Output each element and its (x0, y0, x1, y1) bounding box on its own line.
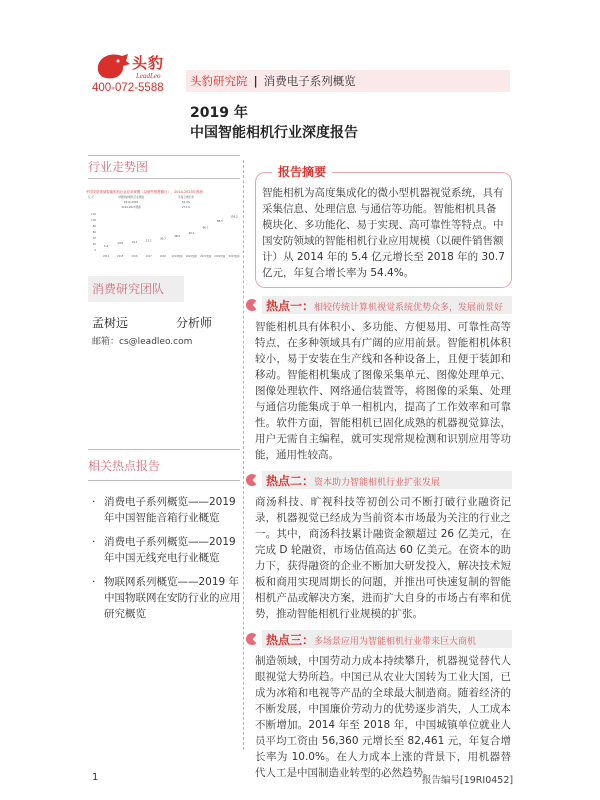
chart-annotation: 年复合增长率 (178, 196, 194, 199)
x-tick-label: 2014 (102, 255, 110, 258)
hotspot-subtitle: 资本助力智能相机行业扩张发展 (314, 478, 441, 488)
analyst-email[interactable]: 邮箱：cs@leadleo.com (92, 337, 193, 347)
right-column (255, 164, 512, 781)
hotspot-text: 智能相机具有体积小、多功能、方便易用、可靠性高等特点，在多种领域具有广阔的应用前景。智能相机体积较小，易于安装在生产线和各种设备上，且便于装卸和移动。智能相机集成了图像采集单元、图像处理单元、图像处理软件、网络通信装置等，将图像的采集、处理与通信功能集成于单一相机内，提高了工作效率和可靠性。软件方面，智能相机已固化成熟的机器视觉算法，用户无需自主编程，就可实现常规检测和识别应用等功能，通用性较高。 (255, 321, 511, 461)
report-year: 2019 年 (190, 105, 248, 121)
hotspot-label: 热点一： (266, 299, 315, 313)
y-tick-label: 60 (92, 231, 96, 234)
series-name: 消费电子系列概览 (263, 74, 356, 88)
y-axis-label: 亿元 (88, 195, 95, 199)
hotspot-header (246, 630, 512, 648)
chart-title: 中国安防领域智能相机行业应用规模（以硬件销售额计），2014-2023年预测 (86, 190, 203, 194)
x-tick-label: 2015 (117, 255, 124, 258)
related-report-link[interactable]: · 物联网系列概览——2019 年中国物联网在安防行业的应用研究概览 (88, 574, 242, 622)
divider (88, 178, 240, 179)
divider (88, 155, 240, 156)
trend-chart (86, 188, 238, 260)
summary-title: 报告摘要 (272, 164, 332, 180)
trend-title: 行业走势图 (88, 160, 149, 174)
org-name: 头豹研究院 (190, 74, 248, 88)
report-number: 报告编号[19RI0452] (422, 775, 514, 786)
y-tick-label: 100 (91, 219, 96, 222)
chart-annotation: 27.1% (181, 206, 191, 209)
x-tick-label: 2021预测 (200, 255, 211, 258)
related-report-list (88, 494, 242, 622)
data-label: 19.1 (131, 240, 138, 244)
data-label: 30.7 (159, 237, 166, 241)
column-divider (243, 160, 244, 750)
hotspot-header (246, 471, 512, 489)
hotspot-text: 商汤科技、旷视科技等初创公司不断打破行业融资记录，机器视觉已经成为当前资本市场最为关注的行业之一。其中，商汤科技累计融资金额超过 26 亿美元，在完成 D 轮融资，市场估值高达 60 亿美元。在资本的助力下，获得融资的企业不断加大研发投入，解决技术短板和商用实现周期长的问题，并推出可快速复制的智能相机产品或解决方案，进而扩大自身的市场占有率和优势，推动智能相机行业规模的扩张。 (255, 496, 511, 620)
data-label: 88.3 (216, 220, 223, 224)
logo-text-en: LeadLeo (136, 72, 161, 80)
related-title: 相关热点报告 (88, 459, 161, 473)
chart-annotation: 2014-2018 (123, 201, 139, 204)
phone-number: 400-072-5588 (92, 82, 164, 94)
separator: | (253, 74, 258, 88)
team-title: 消费研究团队 (88, 276, 184, 302)
data-label: 103.2 (230, 215, 238, 219)
divider (88, 449, 240, 450)
leopard-logo-icon (96, 52, 130, 80)
data-label: 5.4 (103, 244, 109, 248)
x-tick-label: 2017 (145, 255, 152, 258)
report-title: 中国智能相机行业深度报告 (190, 125, 358, 141)
hotspot-label: 热点二： (266, 474, 315, 488)
bullet-icon (246, 633, 258, 645)
data-label: 38.5 (174, 234, 181, 238)
related-report-link[interactable]: · 消费电子系列概览——2019 年中国智能音箱行业概览 (88, 494, 242, 526)
data-label: 23.2 (145, 239, 152, 243)
chart-annotation: 中国智能相机行业规模 (118, 196, 144, 199)
header-bar (186, 70, 510, 92)
related-report-link[interactable]: · 消费电子系列概览——2019 年中国无线充电行业概览 (88, 534, 242, 566)
y-tick-label: 0 (94, 249, 96, 252)
x-tick-label: 2016 (131, 255, 138, 258)
bullet-icon (246, 474, 258, 486)
divider (88, 480, 240, 481)
leadleo-logo (96, 50, 176, 84)
data-label: 66.7 (202, 226, 209, 230)
data-label: 14.5 (117, 242, 124, 246)
hotspot-label: 热点三： (266, 633, 315, 647)
page-number: 1 (92, 772, 99, 783)
y-tick-label: 80 (92, 225, 96, 228)
summary-box (255, 165, 512, 288)
hotspot-subtitle: 多场景应用为智能相机行业带来巨大商机 (314, 637, 477, 647)
x-tick-label: 2019预测 (171, 255, 183, 258)
hotspot-header (246, 296, 512, 314)
x-tick-label: 2020预测 (185, 255, 197, 258)
hotspot-subtitle: 相较传统计算机视觉系统优势众多，发展前景好 (314, 303, 504, 313)
hotspot-text: 制造领域，中国劳动力成本持续攀升，机器视觉替代人眼视觉大势所趋。中国已从农业大国转为工业大国，已成为冰箱和电视等产品的全球最大制造商。随着经济的不断发展，中国廉价劳动力的优势逐步消失，人工成本不断增加。2014 年至 2018 年，中国城镇单位就业人员平均工资由 56,360 元增长至 82,461 元，年复合增长率为 10.0%。在人力成本上涨的背景下，用机器替代人工是中国制造业转型的必然趋势。 (255, 655, 511, 779)
bullet-icon (246, 299, 258, 311)
chart-annotation: 2019-2023预测 (121, 206, 141, 209)
summary-text: 智能相机为高度集成化的微小型机器视觉系统，具有采集信息、处理信息 与通信等功能。智能相机具备模块化、多功能化、易于实现、高可靠性等特点。中国安防领域的智能相机行业应用规模（以硬件销售额计）从 2014 年的 5.4 亿元增长至 2018 年的 30.7 亿元，年复合增长率为 54.4%。 (262, 187, 505, 279)
x-tick-label: 2018 (159, 255, 166, 258)
analyst-name: 孟树远 (92, 316, 129, 330)
analyst-role: 分析师 (176, 316, 213, 330)
x-tick-label: 2022预测 (214, 255, 226, 258)
chart-annotation: 54.4% (181, 201, 191, 204)
y-tick-label: 20 (92, 243, 96, 246)
y-tick-label: 40 (92, 237, 96, 240)
logo-text-cn: 头豹 (132, 54, 165, 72)
y-tick-label: 120 (91, 213, 96, 216)
data-label: 49.1 (188, 231, 195, 235)
x-tick-label: 2023预测 (228, 255, 240, 258)
